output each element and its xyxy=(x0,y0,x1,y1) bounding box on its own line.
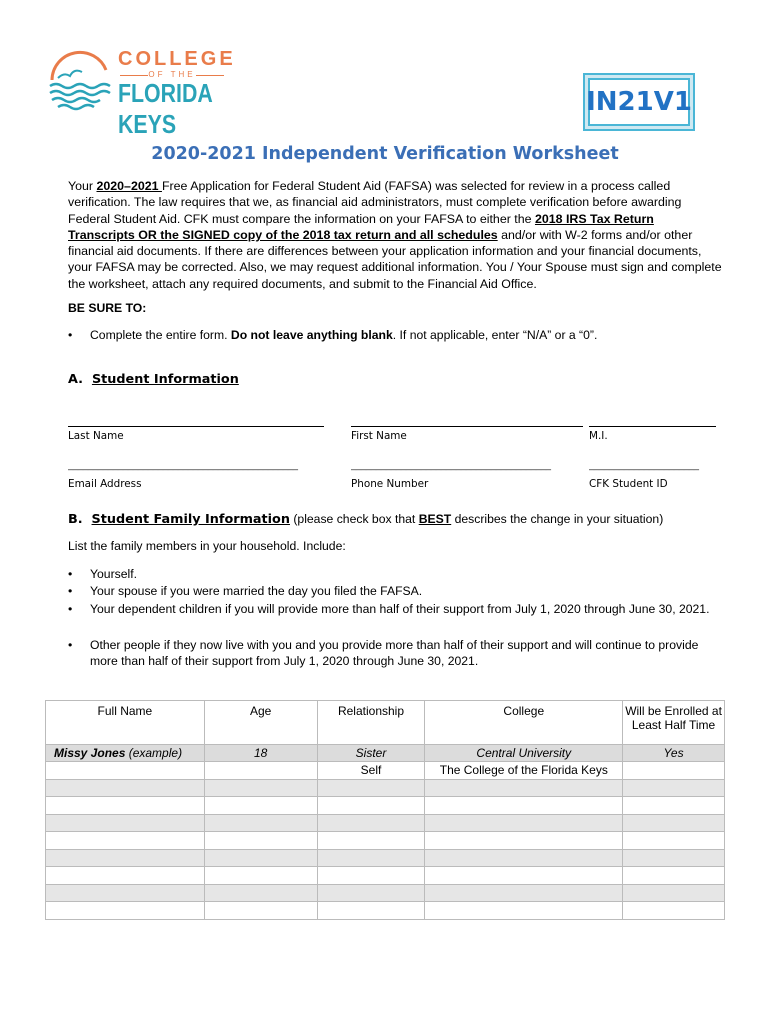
table-row-example xyxy=(46,745,725,762)
college-cell[interactable] xyxy=(425,832,623,850)
header-college: College xyxy=(425,701,623,745)
list-item-text: Your spouse if you were married the day you filed the FAFSA. xyxy=(90,584,423,598)
section-a-heading xyxy=(68,372,239,387)
college-logo xyxy=(44,44,236,139)
bullet-icon: • xyxy=(68,584,73,598)
relationship-cell[interactable] xyxy=(317,902,425,920)
relationship-cell[interactable] xyxy=(317,814,425,832)
bullet-icon: • xyxy=(68,328,73,342)
section-b-letter: B. xyxy=(68,512,83,527)
name-cell[interactable] xyxy=(46,797,205,815)
name-cell[interactable] xyxy=(46,779,205,797)
enrolled-cell[interactable] xyxy=(623,884,725,902)
enrolled-cell[interactable] xyxy=(623,779,725,797)
section-a-title: Student Information xyxy=(91,372,239,387)
age-cell[interactable] xyxy=(204,762,317,780)
college-cell[interactable] xyxy=(425,884,623,902)
intro-text-2: Free Application for Federal Student Aid (FAFSA) was selected for review in a process called verification. The law requires that we, as financial aid administrators, must complete verification before awarding Federal Student Aid. CFK must compare the information on your FAFSA to either the xyxy=(68,179,682,226)
relationship-cell[interactable]: Self xyxy=(317,762,425,780)
table-row xyxy=(46,884,725,902)
section-b-note-a: (please check box that xyxy=(289,512,419,526)
example-enrolled: Yes xyxy=(623,745,725,762)
age-cell[interactable] xyxy=(204,797,317,815)
table-row xyxy=(46,779,725,797)
section-b-title: Student Family Information xyxy=(91,512,290,527)
sun-waves-icon xyxy=(44,44,116,112)
phone-field[interactable]: ________________________________________ xyxy=(351,460,551,471)
example-name-cell xyxy=(46,745,205,762)
email-field[interactable]: ______________________________________________ xyxy=(68,460,298,471)
name-cell[interactable] xyxy=(46,902,205,920)
header-enrolled: Will be Enrolled at Least Half Time xyxy=(623,701,725,745)
relationship-cell[interactable] xyxy=(317,797,425,815)
enrolled-cell[interactable] xyxy=(623,832,725,850)
table-row xyxy=(46,832,725,850)
section-b-note-b: BEST xyxy=(418,512,452,526)
table-row xyxy=(46,814,725,832)
intro-tax-docs: 2018 IRS Tax Return Transcripts OR the SIGNED copy of the 2018 tax return and all schedules xyxy=(68,211,654,242)
logo-of-the-text: OF THE xyxy=(118,70,226,79)
intro-year: 2020–2021 xyxy=(96,179,162,193)
first-name-field[interactable] xyxy=(351,426,583,427)
enrolled-cell[interactable] xyxy=(623,849,725,867)
first-name-label: First Name xyxy=(351,430,407,442)
enrolled-cell[interactable] xyxy=(623,867,725,885)
college-cell[interactable] xyxy=(425,779,623,797)
age-cell[interactable] xyxy=(204,779,317,797)
relationship-cell[interactable] xyxy=(317,832,425,850)
be-sure-text-b: Do not leave anything blank xyxy=(230,328,393,342)
logo-college-text: COLLEGE xyxy=(118,48,236,70)
college-cell[interactable] xyxy=(425,814,623,832)
section-a-letter: A. xyxy=(68,372,84,387)
enrolled-cell[interactable] xyxy=(623,814,725,832)
table-row xyxy=(46,867,725,885)
example-age: 18 xyxy=(204,745,317,762)
table-header-row xyxy=(46,701,725,745)
table-row xyxy=(46,849,725,867)
enrolled-cell[interactable] xyxy=(623,902,725,920)
last-name-field[interactable] xyxy=(68,426,324,427)
bullet-icon: • xyxy=(68,567,73,581)
be-sure-text-a: Complete the entire form. xyxy=(90,328,231,342)
bullet-icon: • xyxy=(68,602,73,616)
name-cell[interactable] xyxy=(46,832,205,850)
be-sure-heading: BE SURE TO: xyxy=(68,301,147,315)
header-relationship: Relationship xyxy=(317,701,425,745)
header-full-name: Full Name xyxy=(46,701,205,745)
logo-florida-keys-text: FLORIDA KEYS xyxy=(118,78,212,139)
college-cell[interactable] xyxy=(425,867,623,885)
header-age: Age xyxy=(204,701,317,745)
cfk-id-label: CFK Student ID xyxy=(589,478,668,490)
mi-label: M.I. xyxy=(589,430,608,442)
age-cell[interactable] xyxy=(204,867,317,885)
name-cell[interactable] xyxy=(46,867,205,885)
mi-field[interactable] xyxy=(589,426,716,427)
table-row xyxy=(46,797,725,815)
page-title: 2020-2021 Independent Verification Worksheet xyxy=(151,144,619,164)
section-b-note-c: describes the change in your situation) xyxy=(451,512,664,526)
list-item-text: Your dependent children if you will provide more than half of their support from July 1, 2020 through June 30, 2021. xyxy=(90,602,710,616)
phone-label: Phone Number xyxy=(351,478,429,490)
family-members-table xyxy=(45,700,725,920)
example-college: Central University xyxy=(425,745,623,762)
table-row xyxy=(46,902,725,920)
table-row xyxy=(46,762,725,780)
cfk-id-field[interactable]: ______________________ xyxy=(589,460,699,471)
section-b-heading xyxy=(68,512,663,527)
relationship-cell[interactable] xyxy=(317,849,425,867)
list-item-text: Yourself. xyxy=(90,567,137,581)
age-cell[interactable] xyxy=(204,884,317,902)
example-name: Missy Jones xyxy=(54,746,126,760)
intro-paragraph xyxy=(68,178,723,292)
age-cell[interactable] xyxy=(204,849,317,867)
intro-text-1: Your xyxy=(68,179,97,193)
age-cell[interactable] xyxy=(204,832,317,850)
name-cell[interactable] xyxy=(46,884,205,902)
age-cell[interactable] xyxy=(204,902,317,920)
college-cell[interactable] xyxy=(425,902,623,920)
age-cell[interactable] xyxy=(204,814,317,832)
enrolled-cell[interactable] xyxy=(623,762,725,780)
example-relationship: Sister xyxy=(317,745,425,762)
relationship-cell[interactable] xyxy=(317,867,425,885)
college-cell[interactable] xyxy=(425,849,623,867)
college-cell[interactable]: The College of the Florida Keys xyxy=(425,762,623,780)
last-name-label: Last Name xyxy=(68,430,124,442)
relationship-cell[interactable] xyxy=(317,884,425,902)
relationship-cell[interactable] xyxy=(317,779,425,797)
bullet-icon: • xyxy=(68,638,73,652)
email-label: Email Address xyxy=(68,478,142,490)
list-item-text: Other people if they now live with you and you provide more than half of their support and will continue to provide more than half of their support from July 1, 2020 through June 30, 2021. xyxy=(90,638,699,669)
name-cell[interactable] xyxy=(46,849,205,867)
form-code-badge: IN21V1 xyxy=(588,78,690,126)
name-cell[interactable] xyxy=(46,762,205,780)
example-suffix: (example) xyxy=(125,746,183,760)
be-sure-text-c: . If not applicable, enter “N/A” or a “0”. xyxy=(392,328,598,342)
name-cell[interactable] xyxy=(46,814,205,832)
enrolled-cell[interactable] xyxy=(623,797,725,815)
household-list-intro: List the family members in your household. Include: xyxy=(68,539,346,553)
college-cell[interactable] xyxy=(425,797,623,815)
intro-text-3: and/or with W-2 forms and/or other financial aid documents. If there are differences between your application information and your financial documents, your FAFSA may be corrected. Also, we may request additional information. You / Your Spouse must sign and complete the worksheet, attach any required documents, and submit to the Financial Aid Office. xyxy=(68,227,722,291)
